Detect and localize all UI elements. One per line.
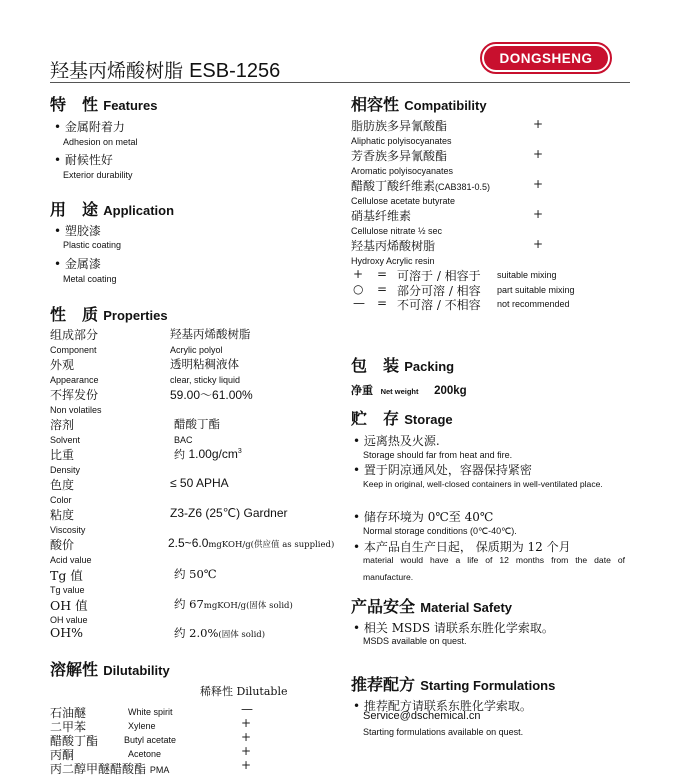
property-name: 粘度 <box>50 508 75 522</box>
storage-item-en: material would have a life of 12 months from the date of manufacture. <box>363 555 625 582</box>
property-name-en: Solvent <box>50 435 81 445</box>
storage-item: • 远离热及火源. <box>353 434 440 448</box>
legend-row: + = 可溶于 / 相容于 suitable mixing <box>353 267 557 283</box>
compatibility-item: 硝基纤维素 <box>351 209 412 223</box>
compatibility-heading: 相容性 Compatibility <box>351 95 487 114</box>
legend-row: — = 不可溶 / 不相容 not recommended <box>353 296 570 312</box>
application-heading: 用 途 Application <box>50 200 175 219</box>
property-name: 比重 <box>50 448 75 462</box>
property-value: Z3-Z6 (25℃) Gardner <box>170 506 288 520</box>
dilutability-heading: 溶解性 Dilutability <box>50 660 170 679</box>
formulations-text: • 推荐配方请联系东胜化学索取。 <box>353 699 532 713</box>
property-value: 2.5~6.0mgKOH/g(供应值 as supplied) <box>168 536 335 550</box>
property-value-en: clear, sticky liquid <box>170 375 241 385</box>
formulations-text-en: Starting formulations available on quest. <box>363 727 524 737</box>
property-name: 外观 <box>50 358 75 372</box>
property-name: Tg 值 <box>50 568 83 583</box>
header-divider <box>50 82 630 83</box>
solvent-name: 石油醚 <box>50 706 87 720</box>
solvent-name: 醋酸丁酯 <box>50 734 99 748</box>
property-value: 约 50℃ <box>174 567 217 581</box>
feature-item: • 耐候性好 <box>54 153 113 167</box>
storage-item-en: Normal storage conditions (0℃-40℃). <box>363 526 517 536</box>
company-logo <box>480 42 612 74</box>
compatibility-item: 羟基丙烯酸树脂 <box>351 239 436 253</box>
solvent-name-en: Xylene <box>128 721 156 731</box>
property-value-en: BAC <box>174 435 193 445</box>
property-value: 羟基丙烯酸树脂 <box>170 327 251 341</box>
storage-item: • 置于阴凉通风处，容器保持紧密 <box>353 463 532 477</box>
net-weight-row: 净重 Net weight 200kg <box>351 384 467 397</box>
property-value: 约 67mgKOH/g(固体 solid) <box>174 597 293 611</box>
compatibility-item-en: Aromatic polyisocyanates <box>351 166 454 176</box>
compatibility-mark: + <box>533 117 544 131</box>
product-code: ESB-1256 <box>189 60 281 82</box>
property-name-en: Viscosity <box>50 525 86 535</box>
property-name-en: Tg value <box>50 585 85 595</box>
solvent-name: 丙二醇甲醚醋酸酯 PMA <box>50 762 170 776</box>
logo-text: DONGSHENG <box>484 46 608 70</box>
property-name: OH 值 <box>50 598 88 613</box>
property-value: 约 $1.00g/cm^3$ <box>174 447 242 461</box>
property-value-en: Acrylic polyol <box>170 345 223 355</box>
safety-text: • 相关 MSDS 请联系东胜化学索取。 <box>353 621 554 635</box>
property-name: 色度 <box>50 478 75 492</box>
packing-heading: 包 装 Packing <box>351 356 455 375</box>
formulations-heading: 推荐配方 Starting Formulations <box>351 675 556 694</box>
property-value: 醋酸丁酯 <box>174 417 220 431</box>
property-name-en: Density <box>50 465 81 475</box>
property-name: 酸价 <box>50 538 75 552</box>
solvent-name-en: Acetone <box>128 749 162 759</box>
compatibility-mark: + <box>533 237 544 251</box>
dilutability-mark: — <box>241 702 253 716</box>
compatibility-item: 芳香族多异氰酸酯 <box>351 149 448 163</box>
property-name: OH% <box>50 625 84 640</box>
solvent-name: 二甲苯 <box>50 720 87 734</box>
compatibility-mark: + <box>533 177 544 191</box>
compatibility-item: 醋酸丁酸纤维素(CAB381-0.5) <box>351 179 491 193</box>
property-value: ≤ 50 APHA <box>170 476 229 490</box>
features-heading: 特 性 Features <box>50 95 158 114</box>
solvent-name: 丙酮 <box>50 748 75 762</box>
storage-item: • 储存环境为 0℃至 40℃ <box>353 510 494 524</box>
property-name-en: Color <box>50 495 72 505</box>
compatibility-item-en: Cellulose nitrate ½ sec <box>351 226 443 236</box>
property-name: 不挥发份 <box>50 388 99 402</box>
application-item: • 塑胶漆 <box>54 224 101 238</box>
solvent-name-en: Butyl acetate <box>124 735 177 745</box>
dilutability-mark: + <box>241 758 252 772</box>
compatibility-item-en: Hydroxy Acrylic resin <box>351 256 435 266</box>
legend-row: ○ = 部分可溶 / 相容 part suitable mixing <box>353 282 575 298</box>
property-value: 透明粘稠液体 <box>170 357 239 371</box>
compatibility-item-en: Aliphatic polyisocyanates <box>351 136 452 146</box>
property-name: 溶剂 <box>50 418 75 432</box>
storage-item-en: Keep in original, well-closed containers in well-ventilated place. <box>363 479 603 489</box>
dilutability-mark: + <box>241 716 252 730</box>
storage-heading: 贮 存 Storage <box>351 409 453 428</box>
property-name-en: Appearance <box>50 375 99 385</box>
property-name-en: Component <box>50 345 97 355</box>
application-item-en: Metal coating <box>63 274 117 284</box>
feature-item: • 金属附着力 <box>54 120 125 134</box>
compatibility-mark: + <box>533 207 544 221</box>
title-chinese: 羟基丙烯酸树脂 <box>50 60 184 82</box>
property-name-en: Non volatiles <box>50 405 102 415</box>
compatibility-mark: + <box>533 147 544 161</box>
compatibility-item: 脂肪族多异氰酸酯 <box>351 119 448 133</box>
property-name-en: OH value <box>50 615 88 625</box>
application-item: • 金属漆 <box>54 257 101 271</box>
safety-text-en: MSDS available on quest. <box>363 636 467 646</box>
storage-item-en: Storage should far from heat and fire. <box>363 450 513 460</box>
service-email[interactable]: Service@dschemical.cn <box>363 710 481 722</box>
feature-item-en: Exterior durability <box>63 170 133 180</box>
dilutable-column-header: 稀释性 Dilutable <box>200 685 288 698</box>
property-name-en: Acid value <box>50 555 92 565</box>
feature-item-en: Adhesion on metal <box>63 137 138 147</box>
safety-heading: 产品安全 Material Safety <box>351 597 513 616</box>
property-value: 约 2.0%(固体 solid) <box>174 626 266 640</box>
dilutability-mark: + <box>241 730 252 744</box>
property-value: 59.00～61.00% <box>170 388 253 402</box>
solvent-name-en: White spirit <box>128 707 173 717</box>
properties-heading: 性 质 Properties <box>50 305 168 324</box>
document-title <box>50 56 280 83</box>
property-name: 组成部分 <box>50 328 99 342</box>
storage-item: • 本产品自生产日起， 保质期为 12 个月 <box>353 540 571 554</box>
application-item-en: Plastic coating <box>63 240 122 250</box>
dilutability-mark: + <box>241 744 252 758</box>
compatibility-item-en: Cellulose acetate butyrate <box>351 196 456 206</box>
